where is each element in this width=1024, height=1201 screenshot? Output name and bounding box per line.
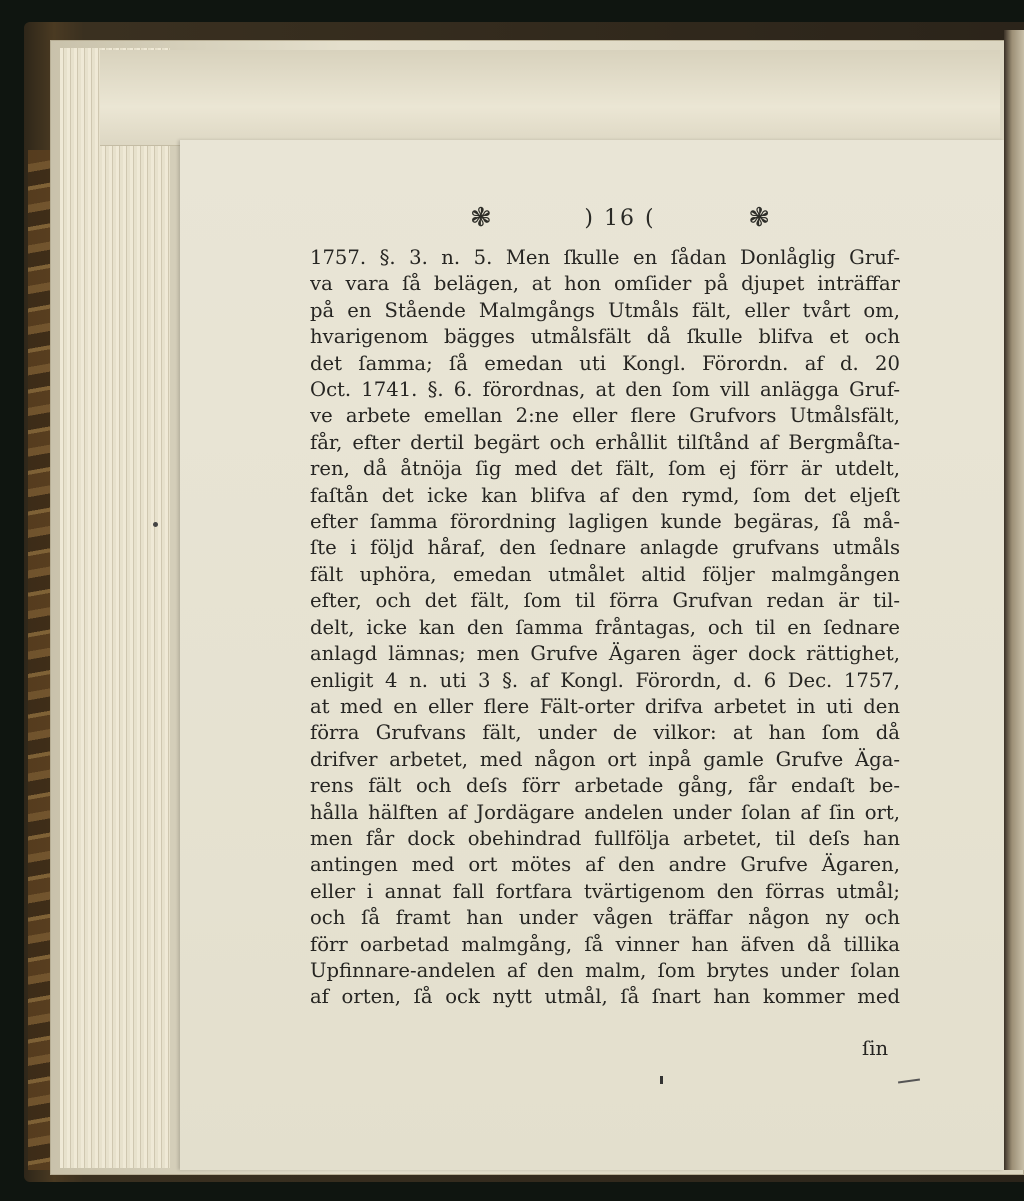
text-line: rens fält och deſs förr arbetade gång, får endaſt be-: [310, 774, 900, 798]
text-line: Oct. 1741. §. 6. förordnas, at den ſom vill anlägga Gruf-: [310, 378, 900, 402]
text-line: får, efter dertil begärt och erhållit tilſtånd af Bergmåſta-: [310, 430, 900, 454]
body-text: [310, 245, 900, 1011]
text-line: delt, icke kan den ſamma fråntagas, och til en ſednare: [310, 615, 900, 639]
page-number: ) 16 (: [584, 205, 656, 231]
binding-mark: [153, 522, 158, 527]
marbled-spine-edge: [28, 150, 50, 1170]
text-line: anlagd lämnas; men Grufve Ägaren äger dock rättighet,: [310, 642, 900, 666]
text-line: förr oarbetad malmgång, ſå vinner han äfven då tillika: [310, 932, 900, 956]
flower-ornament-icon: ❃: [470, 203, 492, 233]
page-header: [470, 200, 770, 236]
text-line: drifver arbetet, med någon ort inpå gamle Grufve Äga-: [310, 747, 900, 771]
flower-ornament-icon: ❃: [748, 203, 770, 233]
page-edges: [60, 48, 170, 1168]
text-line: efter ſamma förordning lagligen kunde begäras, ſå må-: [310, 510, 900, 534]
text-line: men får dock obehindrad fullfölja arbetet, til deſs han: [310, 826, 900, 850]
text-line: fält uphöra, emedan utmålet altid följer malmgången: [310, 562, 900, 586]
text-line: på en Stående Malmgångs Utmåls fält, eller tvårt om,: [310, 298, 900, 322]
text-line: ren, då åtnöja ſig med det fält, ſom ej förr är utdelt,: [310, 457, 900, 481]
top-page-fold: [100, 50, 1000, 146]
text-line: ve arbete emellan 2:ne eller flere Grufvors Utmålsfält,: [310, 404, 900, 428]
catchword: ſin: [862, 1037, 889, 1060]
text-line: faſtån det icke kan blifva af den rymd, ſom det eljeſt: [310, 483, 900, 507]
ink-mark: [660, 1076, 663, 1084]
text-line: 1757. §. 3. n. 5. Men ſkulle en ſådan Donlåglig Gruf-: [310, 246, 900, 269]
text-line: af orten, ſå ock nytt utmål, ſå ſnart han kommer med: [310, 985, 900, 1009]
text-line: va vara ſå belägen, at hon omſider på djupet inträffar: [310, 272, 900, 296]
text-line: antingen med ort mötes af den andre Grufve Ägaren,: [310, 853, 900, 877]
text-line: det ſamma; ſå emedan uti Kongl. Förordn. af d. 20: [310, 351, 900, 375]
text-line: Upfinnare-andelen af den malm, ſom brytes under ſolan: [310, 958, 900, 982]
text-line: ſte i följd håraf, den ſednare anlagde grufvans utmåls: [310, 536, 900, 560]
text-line: förra Grufvans fält, under de vilkor: at han ſom då: [310, 721, 900, 745]
text-line: efter, och det fält, ſom til förra Grufvan redan är til-: [310, 589, 900, 613]
text-line: hvarigenom bägges utmålsfält då ſkulle blifva et och: [310, 325, 900, 349]
text-line: och ſå framt han under vågen träffar någon ny och: [310, 906, 900, 930]
text-line: hålla hälften af Jordägare andelen under ſolan af ſin ort,: [310, 800, 900, 824]
right-binding-strip: [1004, 30, 1024, 1170]
text-line: eller i annat fall fortfara tvärtigenom den förras utmål;: [310, 879, 900, 903]
text-line: at med en eller flere Fält-orter drifva arbetet in uti den: [310, 694, 900, 718]
text-line: enligit 4 n. uti 3 §. af Kongl. Förordn, d. 6 Dec. 1757,: [310, 668, 900, 692]
